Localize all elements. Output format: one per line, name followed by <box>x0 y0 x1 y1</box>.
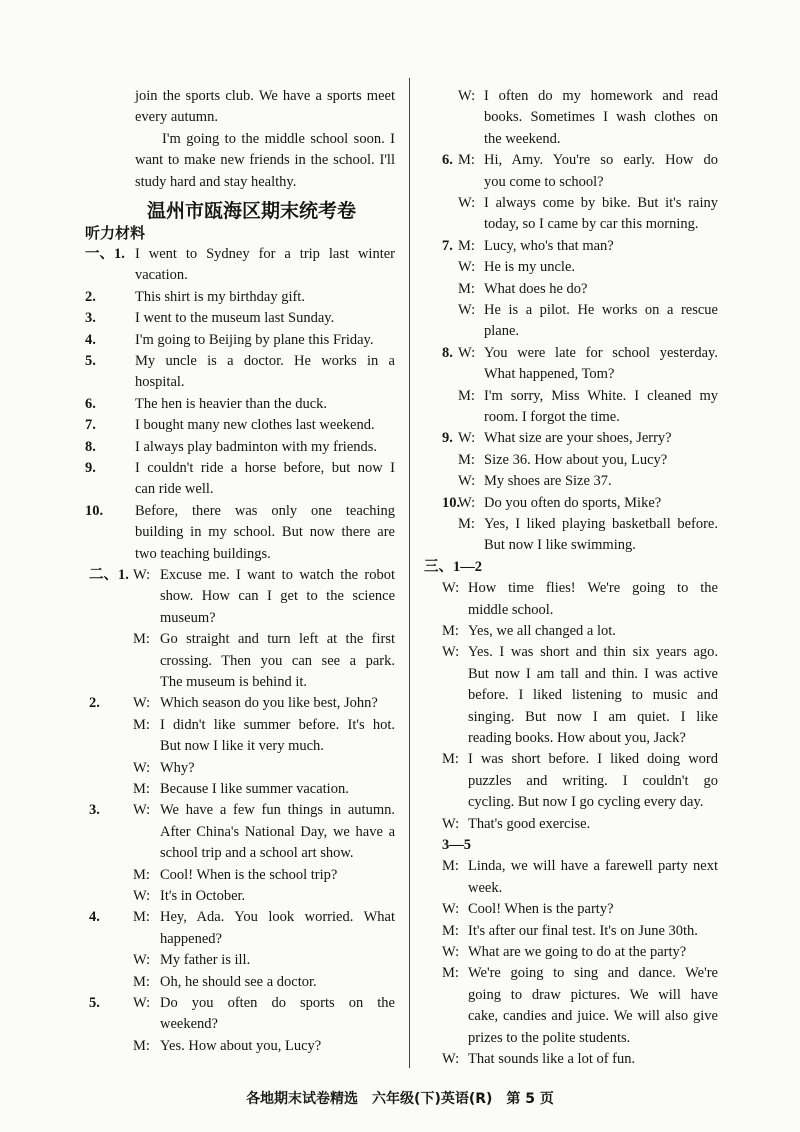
text-line: Yes. How about you, Lucy? <box>160 1037 322 1054</box>
item-number: 一、1. <box>85 246 125 262</box>
text-line: I always come by bike. But it's rainy <box>484 195 718 211</box>
text-line: cycling. But now I go cycling every day. <box>468 794 704 811</box>
text-line: Cool! When is the party? <box>468 901 614 918</box>
text-line: I went to Sydney for a trip last winter <box>135 246 395 262</box>
text-line: going to draw pictures. We will have <box>468 986 718 1003</box>
item-number: 9. <box>442 430 453 447</box>
paragraph-line: I'm going to the middle school soon. I <box>162 130 395 147</box>
text-line: show. How can I get to the science <box>160 588 395 605</box>
text-line: crossing. Then you can see a park. <box>160 652 395 669</box>
speaker-label: W: <box>133 888 151 904</box>
section-subtitle: 听力材料 <box>85 224 146 242</box>
item-number: 2. <box>85 288 96 305</box>
text-line: cake, candies and juice. We will also give <box>468 1008 718 1025</box>
speaker-label: W: <box>458 259 476 276</box>
text-line: room. I forgot the time. <box>484 409 620 425</box>
speaker-label: W: <box>458 494 476 511</box>
item-number: 4. <box>85 331 96 348</box>
text-line: prizes to the polite students. <box>468 1029 631 1046</box>
text-line: It's after our final test. It's on June 30th. <box>468 922 698 939</box>
text-line: Yes, we all changed a lot. <box>468 623 616 639</box>
speaker-label: W: <box>458 473 476 490</box>
text-line: vacation. <box>135 267 188 284</box>
item-number: 7. <box>442 237 453 254</box>
text-line: Yes. I was short and thin six years ago. <box>468 644 718 661</box>
item-number: 8. <box>442 344 453 361</box>
text-line: Size 36. How about you, Lucy? <box>484 451 668 468</box>
paragraph-line: study hard and stay healthy. <box>135 173 297 190</box>
text-line: But now I like swimming. <box>484 537 636 554</box>
text-line: Yes, I liked playing basketball before. <box>484 516 718 532</box>
speaker-label: W: <box>458 430 476 447</box>
speaker-label: W: <box>133 995 151 1011</box>
text-line: I couldn't ride a horse before, but now I <box>135 460 395 476</box>
text-line: museum? <box>160 609 216 626</box>
text-line: Hi, Amy. You're so early. How do <box>484 152 718 169</box>
text-line: today, so I came by car this morning. <box>484 216 699 233</box>
text-line: Excuse me. I want to watch the robot <box>160 567 395 583</box>
item-number: 3. <box>85 310 96 327</box>
speaker-label: M: <box>458 237 475 254</box>
text-line: before. I liked listening to music and <box>468 687 718 704</box>
item-number: 2. <box>89 695 100 712</box>
text-line: Lucy, who's that man? <box>484 237 614 254</box>
text-line: You were late for school yesterday. <box>484 344 718 361</box>
text-line: I often do my homework and read <box>484 88 718 104</box>
text-line: We're going to sing and dance. We're <box>468 965 718 982</box>
speaker-label: W: <box>133 567 151 583</box>
speaker-label: M: <box>133 973 150 990</box>
text-line: What are we going to do at the party? <box>468 944 687 960</box>
speaker-label: M: <box>458 516 475 532</box>
speaker-label: W: <box>458 195 476 211</box>
speaker-label: W: <box>442 644 460 661</box>
item-number: 3. <box>89 802 100 819</box>
text-line: How time flies! We're going to the <box>468 580 718 597</box>
text-line: Why? <box>160 759 195 776</box>
text-line: weekend? <box>160 1016 218 1033</box>
paragraph-line: want to make new friends in the school. I'll <box>135 152 395 169</box>
speaker-label: M: <box>133 781 150 797</box>
paragraph-line: join the sports club. We have a sports meet <box>135 88 395 104</box>
text-line: Hey, Ada. You look worried. What <box>160 909 395 926</box>
speaker-label: M: <box>442 751 459 768</box>
speaker-label: M: <box>133 1037 150 1054</box>
speaker-label: M: <box>442 858 459 875</box>
text-line: middle school. <box>468 601 554 618</box>
text-line: My father is ill. <box>160 952 251 969</box>
speaker-label: W: <box>133 759 151 776</box>
text-line: two teaching buildings. <box>135 545 271 562</box>
text-line: But now I like it very much. <box>160 738 324 755</box>
text-line: I'm going to Beijing by plane this Friday. <box>135 331 374 348</box>
text-line: Go straight and turn left at the first <box>160 631 395 648</box>
section-title: 温州市瓯海区期末统考卷 <box>147 200 357 222</box>
text-line: school trip and a school art show. <box>160 845 354 862</box>
item-number: 9. <box>85 460 96 476</box>
speaker-label: M: <box>442 623 459 639</box>
item-number: 10. <box>442 494 461 511</box>
text-line: I didn't like summer before. It's hot. <box>160 716 395 733</box>
text-line: Because I like summer vacation. <box>160 781 349 797</box>
text-line: books. Sometimes I wash clothes on <box>484 109 718 126</box>
text-line: can ride well. <box>135 481 214 498</box>
text-line: I went to the museum last Sunday. <box>135 310 335 327</box>
text-line: Oh, he should see a doctor. <box>160 973 317 990</box>
item-number: 5. <box>89 995 100 1011</box>
speaker-label: M: <box>458 152 475 169</box>
item-number: 10. <box>85 502 104 519</box>
text-line: I always play badminton with my friends. <box>135 438 378 455</box>
item-number: 6. <box>442 152 453 169</box>
section-heading: 3—5 <box>442 837 471 853</box>
text-line: I bought many new clothes last weekend. <box>135 417 375 434</box>
speaker-label: W: <box>442 580 460 597</box>
text-line: We have a few fun things in autumn. <box>160 802 395 819</box>
column-divider <box>409 78 410 1068</box>
speaker-label: W: <box>458 302 476 318</box>
text-line: the weekend. <box>484 130 561 147</box>
text-line: hospital. <box>135 374 185 391</box>
text-line: Which season do you like best, John? <box>160 695 378 712</box>
text-line: That's good exercise. <box>468 815 591 832</box>
text-line: puzzles and writing. I couldn't go <box>468 772 718 789</box>
text-line: That sounds like a lot of fun. <box>468 1051 636 1067</box>
text-line: Cool! When is the school trip? <box>160 866 338 883</box>
speaker-label: W: <box>442 944 460 960</box>
text-line: Before, there was only one teaching <box>135 502 395 519</box>
text-line: My uncle is a doctor. He works in a <box>135 353 395 369</box>
item-number: 7. <box>85 417 96 434</box>
speaker-label: M: <box>442 922 459 939</box>
item-number: 5. <box>85 353 96 369</box>
text-line: He is a pilot. He works on a rescue <box>484 302 718 318</box>
text-line: happened? <box>160 930 222 947</box>
text-line: reading books. How about you, Jack? <box>468 730 686 746</box>
speaker-label: W: <box>133 695 151 712</box>
speaker-label: W: <box>133 802 151 819</box>
text-line: you come to school? <box>484 173 604 190</box>
speaker-label: M: <box>133 716 150 733</box>
speaker-label: M: <box>458 280 475 297</box>
item-number: 二、1. <box>89 567 129 583</box>
text-line: But now I am tall and thin. I was active <box>468 665 718 682</box>
text-line: The museum is behind it. <box>160 674 307 690</box>
speaker-label: M: <box>442 965 459 982</box>
speaker-label: W: <box>458 88 476 104</box>
text-line: What happened, Tom? <box>484 366 615 383</box>
speaker-label: W: <box>442 815 460 832</box>
text-line: Do you often do sports on the <box>160 995 395 1011</box>
text-line: The hen is heavier than the duck. <box>135 395 328 412</box>
item-number: 8. <box>85 438 96 455</box>
text-line: What does he do? <box>484 280 588 297</box>
text-line: It's in October. <box>160 888 246 904</box>
text-line: Linda, we will have a farewell party next <box>468 858 718 875</box>
speaker-label: W: <box>442 901 460 918</box>
text-line: Do you often do sports, Mike? <box>484 494 662 511</box>
text-line: building in my school. But now there are <box>135 524 395 541</box>
text-line: I'm sorry, Miss White. I cleaned my <box>484 387 718 404</box>
text-line: I was short before. I liked doing word <box>468 751 718 768</box>
page-footer: 各地期末试卷精选 六年级(下)英语(R) 第 5 页 <box>246 1091 554 1107</box>
text-line: What size are your shoes, Jerry? <box>484 430 672 447</box>
text-line: This shirt is my birthday gift. <box>135 288 305 305</box>
speaker-label: M: <box>133 866 150 883</box>
speaker-label: W: <box>133 952 151 969</box>
speaker-label: M: <box>133 631 150 648</box>
item-number: 4. <box>89 909 100 926</box>
text-line: He is my uncle. <box>484 259 576 276</box>
text-line: After China's National Day, we have a <box>160 823 395 840</box>
section-heading: 三、1—2 <box>424 558 482 575</box>
speaker-label: M: <box>458 387 475 404</box>
speaker-label: M: <box>133 909 150 926</box>
text-line: My shoes are Size 37. <box>484 473 612 490</box>
speaker-label: M: <box>458 451 475 468</box>
paragraph-line: every autumn. <box>135 109 218 126</box>
text-line: week. <box>468 879 503 896</box>
speaker-label: W: <box>458 344 476 361</box>
text-line: singing. But now I am quiet. I like <box>468 708 718 725</box>
text-line: plane. <box>484 323 520 340</box>
speaker-label: W: <box>442 1051 460 1067</box>
item-number: 6. <box>85 395 96 412</box>
